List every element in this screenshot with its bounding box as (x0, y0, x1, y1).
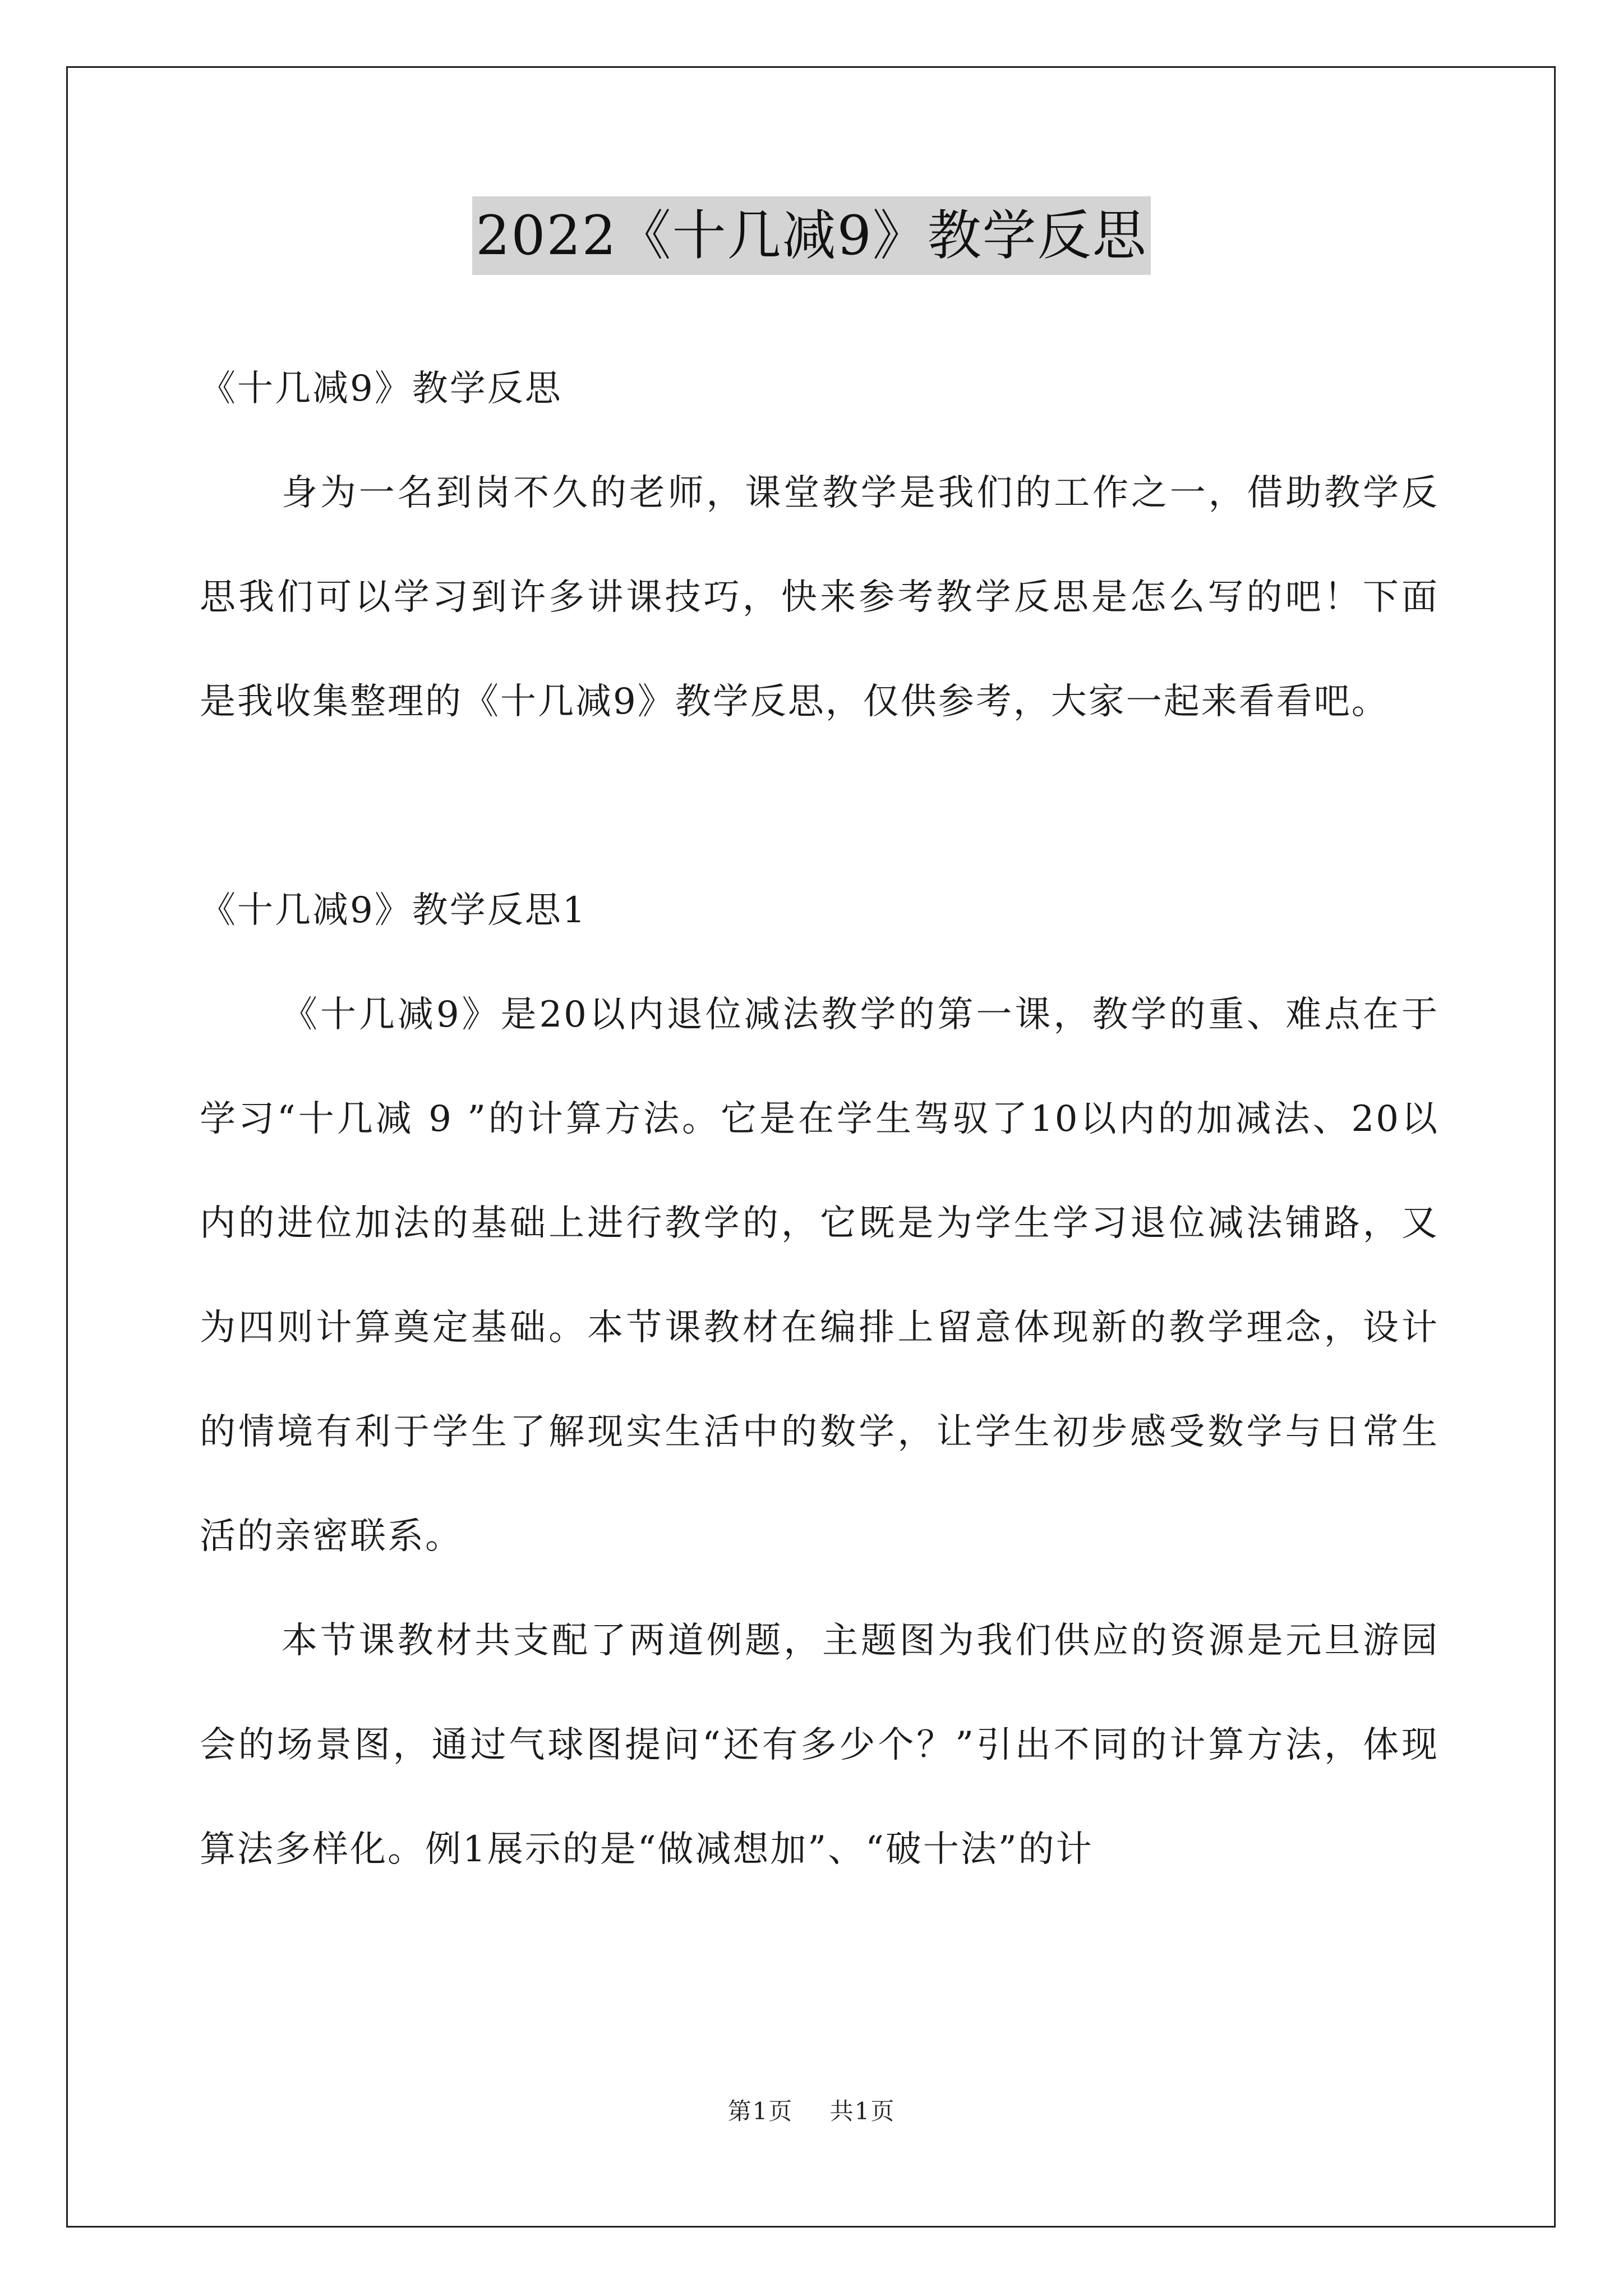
section1-paragraph-2: 本节课教材共支配了两道例题，主题图为我们供应的资源是元旦游园会的场景图，通过气球图提问“还有多少个？”引出不同的计算方法，体现算法多样化。例1展示的是“做减想加”、“破十法”的计 (200, 1620, 1439, 1870)
document-title: 2022《十几减9》教学反思 (472, 196, 1150, 275)
page-total: 共1页 (829, 2097, 896, 2125)
intro-paragraph: 身为一名到岗不久的老师，课堂教学是我们的工作之一，借助教学反思我们可以学习到许多讲课技巧，快来参考教学反思是怎么写的吧！下面是我收集整理的《十几减9》教学反思，仅供参考，大家一起来看看吧。 (200, 472, 1439, 723)
intro-heading: 《十几减9》教学反思 (200, 368, 562, 409)
document-body (200, 337, 1439, 1902)
title-container (0, 196, 1623, 275)
page-footer (0, 2095, 1623, 2128)
section1-heading: 《十几减9》教学反思1 (200, 890, 587, 931)
page-number: 第1页 (727, 2097, 794, 2125)
section-spacer (200, 754, 1439, 858)
section1-paragraph-1: 《十几减9》是20以内退位减法教学的第一课，教学的重、难点在于学习“十几减 9 ”的计算方法。它是在学生驾驭了10以内的加减法、20以内的进位加法的基础上进行教学的，它既是为学生学习退位减法铺路，又为四则计算奠定基础。本节课教材在编排上留意体现新的教学理念，设计的情境有利于学生了解现实生活中的数学，让学生初步感受数学与日常生活的亲密联系。 (200, 994, 1439, 1557)
